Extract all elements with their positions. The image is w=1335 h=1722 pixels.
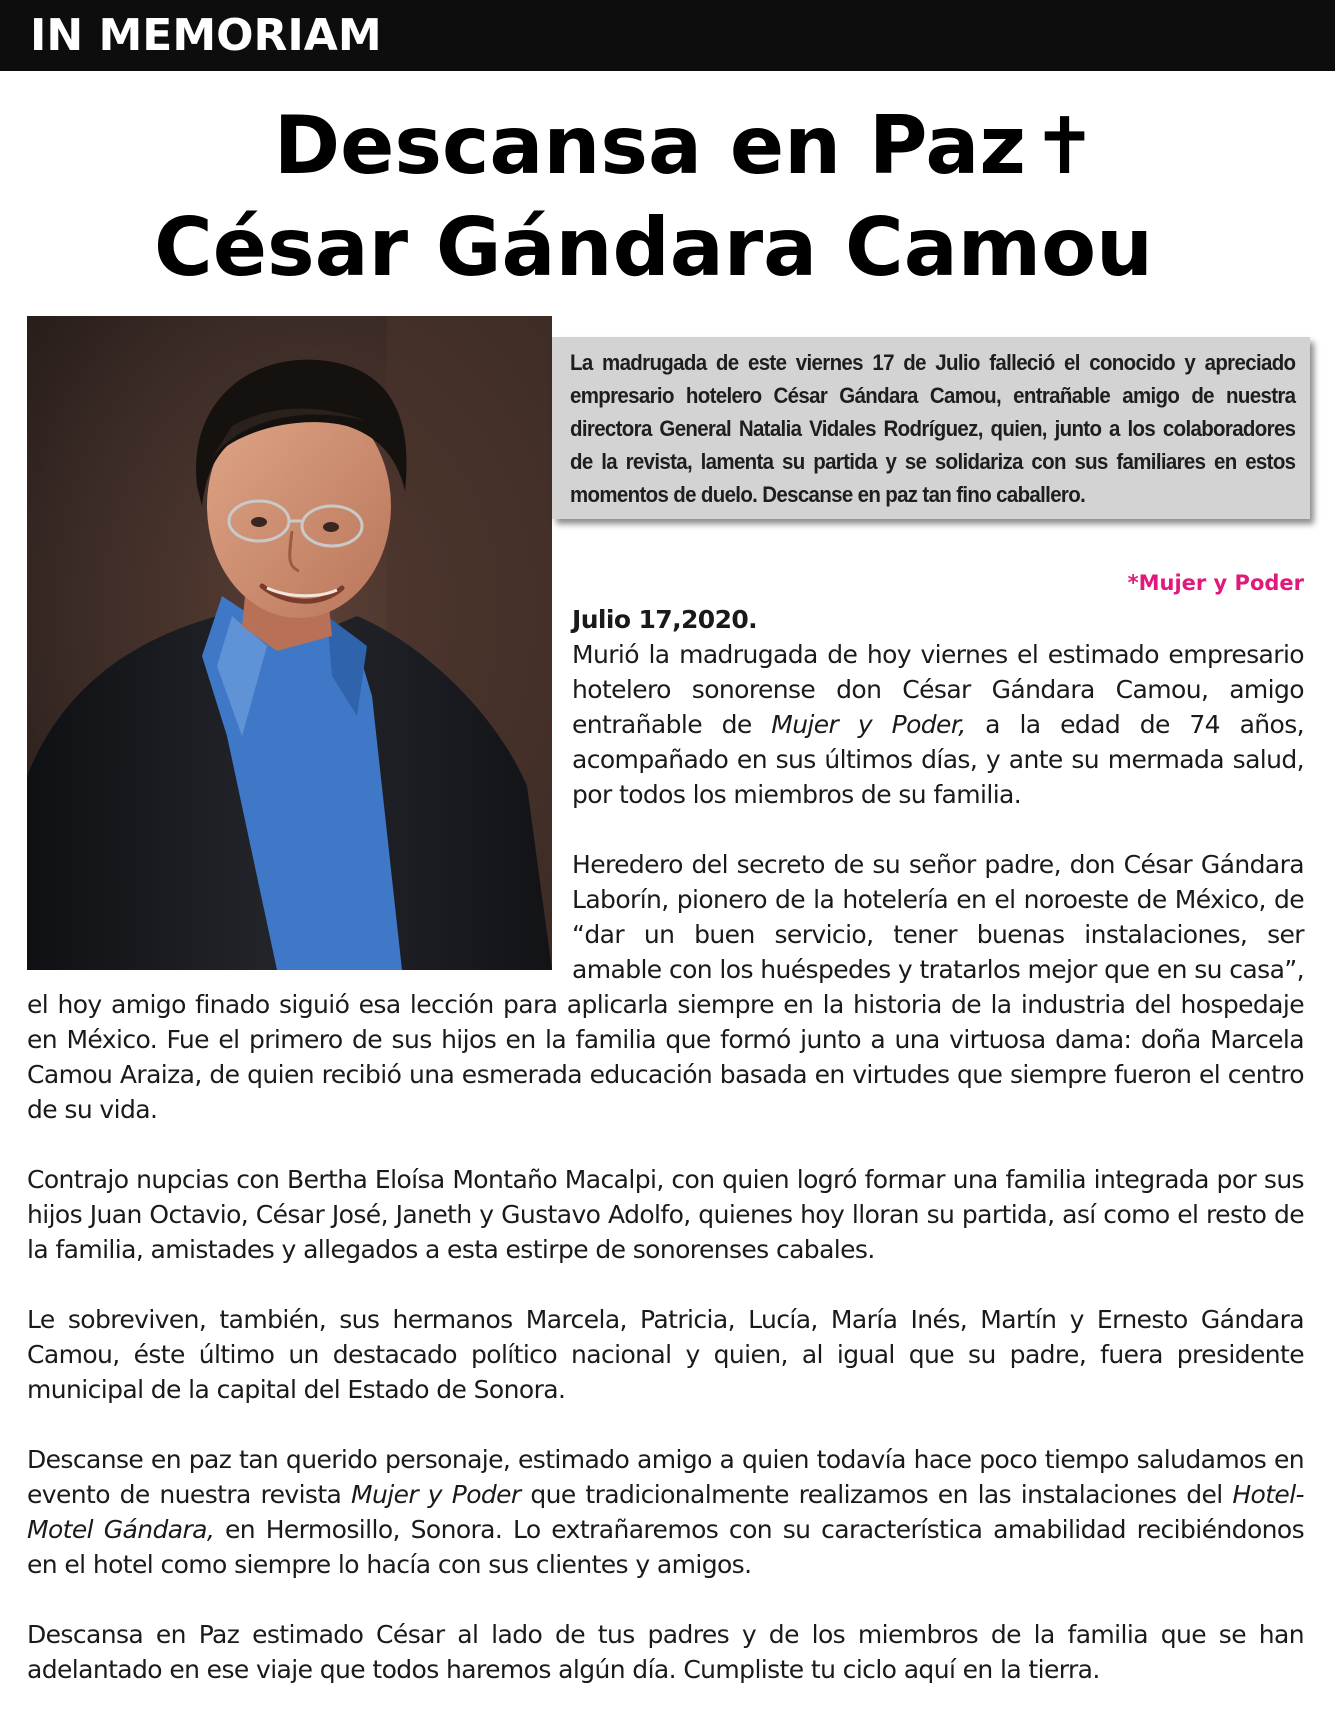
article-paragraph-3: Contrajo nupcias con Bertha Eloísa Montaño Macalpi, con quien logró formar una familia integrada por sus hijos Juan Octavio, César José, Janeth y Gustavo Adolfo, quienes hoy lloran su partida, así como el resto de la familia, amistades y allegados a esta estirpe de sonorenses cabales.: [27, 1165, 1304, 1264]
article-paragraph-2: Heredero del secreto de su señor padre, don César Gándara Laborín, pionero de la hotelería en el noroeste de México, de “dar un buen servicio, tener buenas instalaciones, ser amable con los huéspedes y tratarlos mejor que en su casa”, el hoy amigo finado siguió esa lección para aplicarla siempre en la historia de la industria del hospedaje en México. Fue el primero de sus hijos en la familia que formó junto a una virtuosa dama: doña Marcela Camou Araiza, de quien recibió una esmerada educación basada en virtudes que siempre fueron el centro de su vida.: [27, 850, 1304, 1124]
article-body: [27, 602, 1304, 1722]
summary-box: [552, 337, 1310, 519]
summary-text: La madrugada de este viernes 17 de Julio falleció el conocido y apreciado empresario hotelero César Gándara Camou, entrañable amigo de nuestra directora General Natalia Vidales Rodríguez, quien, junto a los colaboradores de la revista, lamenta su partida y se solidariza con sus familiares en estos momentos de duelo. Descanse en paz tan fino caballero.: [570, 350, 1296, 507]
headline-line-1: [18, 96, 1335, 197]
section-header-label: IN MEMORIAM: [30, 10, 382, 61]
photo-wrap-spacer: [27, 602, 572, 970]
source-credit: *Mujer y Poder: [1127, 571, 1304, 595]
magazine-name: Mujer y Poder: [351, 1480, 521, 1509]
article-date: Julio 17,2020.: [572, 605, 758, 634]
article-paragraph-4: Le sobreviven, también, sus hermanos Marcela, Patricia, Lucía, María Inés, Martín y Ernesto Gándara Camou, éste último un destacado político nacional y quien, al igual que su padre, fuera presidente municipal de la capital del Estado de Sonora.: [27, 1305, 1304, 1404]
headline-text-1: Descansa en Paz: [273, 99, 1026, 192]
article-paragraph-1: Julio 17,2020. Murió la madrugada de hoy viernes el estimado empresario hotelero sonorense don César Gándara Camou, amigo entrañable de Mujer y Poder, a la edad de 74 años, acompañado en sus últimos días, y ante su mermada salud, por todos los miembros de su familia.: [27, 602, 1304, 812]
magazine-name: Mujer y Poder,: [771, 710, 966, 739]
headline-line-2: César Gándara Camou: [154, 201, 1153, 294]
section-header-bar: [0, 0, 1335, 71]
article-paragraph-6: Descansa en Paz estimado César al lado de tus padres y de los miembros de la familia que se han adelantado en ese viaje que todos haremos algún día. Cumpliste tu ciclo aquí en la tierra.: [27, 1620, 1304, 1684]
cross-icon: ✝: [1031, 102, 1098, 192]
article-paragraph-5: Descanse en paz tan querido personaje, estimado amigo a quien todavía hace poco tiempo saludamos en evento de nuestra revista Mujer y Poder que tradicionalmente realizamos en las instalaciones del Hotel-Motel Gándara, en Hermosillo, Sonora. Lo extrañaremos con su característica amabilidad recibiéndonos en el hotel como siempre lo hacía con sus clientes y amigos.: [27, 1445, 1305, 1579]
hotel-name: Hotel-Motel Gándara,: [27, 1480, 1304, 1544]
